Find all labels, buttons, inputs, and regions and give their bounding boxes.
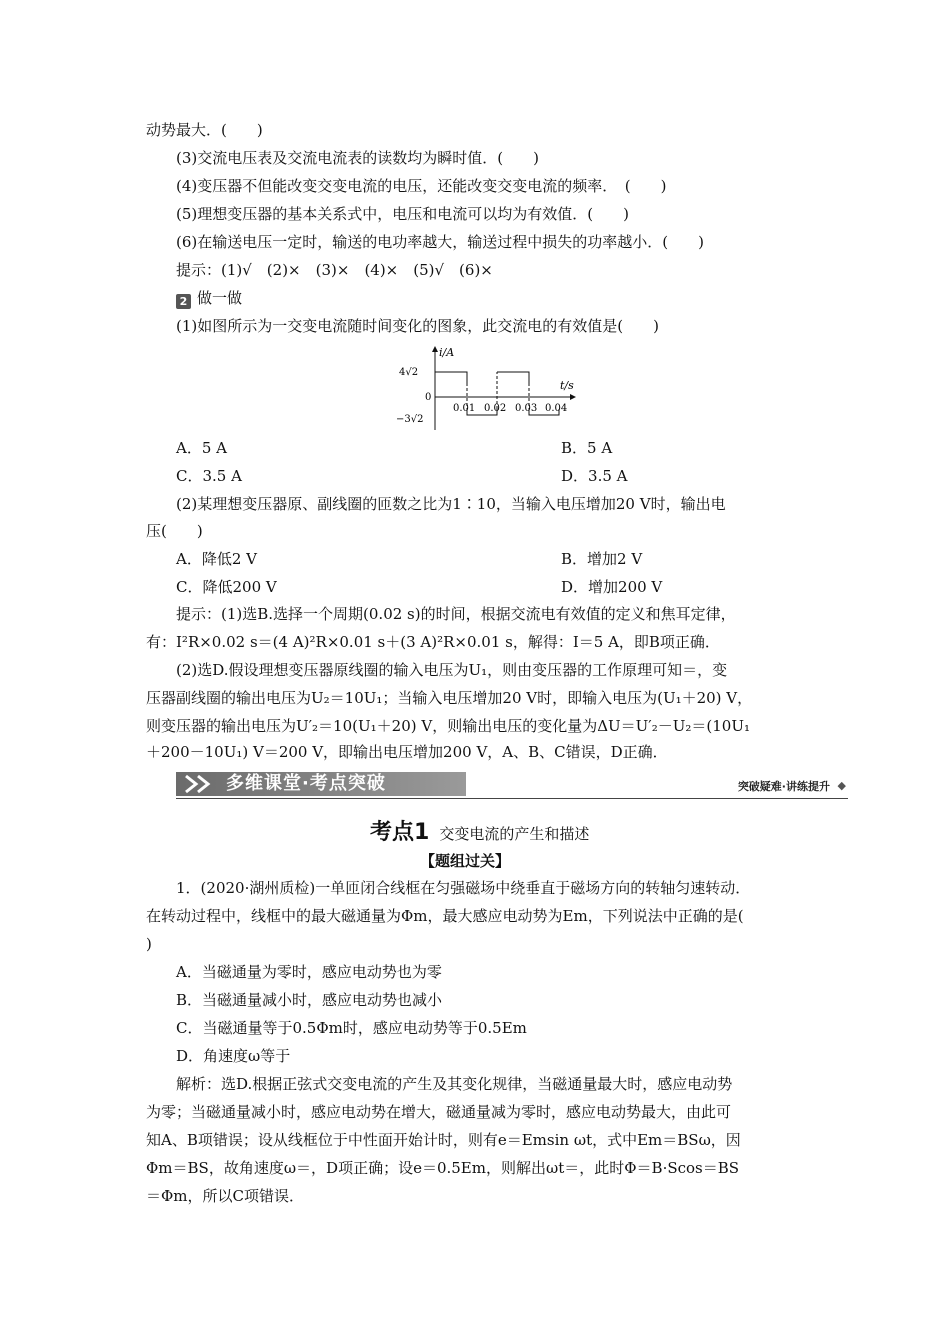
wave-segment-1: [435, 372, 467, 383]
topic-label: 考点1: [370, 820, 430, 845]
number-badge: 2: [176, 294, 191, 309]
current-time-graph: [395, 345, 585, 439]
solution-line: ＝Φm，所以C项错误．: [146, 1187, 304, 1205]
section-banner: [176, 772, 848, 804]
graph-svg: [395, 345, 585, 435]
x-tick-3: 0.03: [515, 403, 538, 414]
hint-line: 压器副线圈的输出电压为U₂＝10U₁；当输入电压增加20 V时，即输入电压为(U₁＋20) V，: [146, 689, 753, 707]
option-c: C．降低200 V: [176, 578, 277, 596]
y-tick-bottom: −3√2: [396, 414, 424, 425]
section-do-it: [176, 288, 242, 309]
banner-tagline: 突破疑难·讲练提升: [737, 780, 830, 793]
question-3: (3)交流电压表及交流电流表的读数均为瞬时值．( ): [176, 149, 539, 167]
option-a: A．降低2 V: [176, 550, 257, 568]
problem-line: 1．(2020·湖州质检)一单匝闭合线框在匀强磁场中绕垂直于磁场方向的转轴匀速转动．: [176, 879, 751, 897]
section-heading: [370, 815, 589, 846]
option-b: B．增加2 V: [561, 550, 643, 568]
problem-line: ): [146, 935, 152, 953]
question-5: (5)理想变压器的基本关系式中，电压和电流可以均为有效值．( ): [176, 205, 629, 223]
diamond-icon: ◆: [837, 779, 846, 792]
exercise-2: (2)某理想变压器原、副线圈的匝数之比为1∶10，当输入电压增加20 V时，输出电: [176, 495, 726, 513]
topic-title: 交变电流的产生和描述: [439, 825, 590, 843]
hint-line: ＋200－10U₁) V＝200 V，即输出电压增加200 V，A、B、C错误，D正确．: [146, 743, 668, 761]
question-6: (6)在输送电压一定时，输送的电功率越大，输送过程中损失的功率越小．( ): [176, 233, 704, 251]
option-d: D．3.5 A: [561, 467, 628, 485]
hint-line: (2)选D.假设理想变压器原线圈的输入电压为U₁，则由变压器的工作原理可知＝，变: [176, 661, 728, 679]
solution-line: 解析：选D.根据正弦式交变电流的产生及其变化规律，当磁通量最大时，感应电动势: [176, 1075, 733, 1093]
x-tick-2: 0.02: [484, 403, 507, 414]
option-b: B．当磁通量减小时，感应电动势也减小: [176, 991, 443, 1009]
banner-title: 多维课堂·考点突破: [226, 773, 386, 794]
solution-line: Φm＝BS，故角速度ω＝，D项正确；设e＝0.5Em，则解出ωt＝，此时Φ＝B·Scos＝BS: [146, 1159, 740, 1177]
exercise-1: (1)如图所示为一交变电流随时间变化的图象，此交流电的有效值是( ): [176, 317, 659, 335]
hint-line: 有：I²R×0.02 s＝(4 A)²R×0.01 s＋(3 A)²R×0.01 s，解得：I＝5 A，即B项正确．: [146, 633, 720, 651]
y-tick-top: 4√2: [399, 367, 419, 378]
solution-line: 为零；当磁通量减小时，感应电动势在增大，磁通量减为零时，感应电动势最大，由此可: [146, 1103, 732, 1121]
wave-segment-3: [497, 372, 529, 383]
subheading: 【题组过关】: [420, 852, 511, 870]
question-4: (4)变压器不但能改变交变电流的电压，还能改变交变电流的频率． ( ): [176, 177, 667, 195]
text-line: 动势最大．( ): [146, 121, 263, 139]
option-c: C．当磁通量等于0.5Φm时，感应电动势等于0.5Em: [176, 1019, 527, 1037]
hint-answers: 提示：(1)√ (2)× (3)× (4)× (5)√ (6)×: [176, 261, 493, 279]
option-d: D．角速度ω等于: [176, 1047, 291, 1065]
option-d: D．增加200 V: [561, 578, 663, 596]
x-axis-arrow: [570, 394, 576, 400]
divider: [176, 798, 848, 799]
y-axis-label: i/A: [439, 346, 455, 359]
problem-line: 在转动过程中，线框中的最大磁通量为Φm，最大感应电动势为Em，下列说法中正确的是(: [146, 907, 744, 925]
hint-line: 则变压器的输出电压为U′₂＝10(U₁＋20) V，则输出电压的变化量为ΔU＝U′₂－U₂＝(10U₁: [146, 717, 750, 735]
x-tick-4: 0.04: [545, 403, 568, 414]
chevron-icon: [182, 774, 222, 794]
option-a: A．当磁通量为零时，感应电动势也为零: [176, 963, 442, 981]
option-a: A．5 A: [176, 439, 227, 457]
exercise-2-cont: 压( ): [146, 522, 203, 540]
x-tick-1: 0.01: [453, 403, 476, 414]
option-c: C．3.5 A: [176, 467, 242, 485]
y-axis-arrow: [432, 346, 438, 352]
y-tick-zero: 0: [425, 392, 432, 403]
solution-line: 知A、B项错误；设从线框位于中性面开始计时，则有e＝Emsin ωt，式中Em＝BSω，因: [146, 1131, 741, 1149]
x-axis-label: t/s: [560, 379, 574, 392]
hint-line: 提示：(1)选B.选择一个周期(0.02 s)的时间，根据交流电有效值的定义和焦耳定律，: [176, 605, 736, 623]
section-title: 做一做: [197, 289, 243, 307]
option-b: B．5 A: [561, 439, 613, 457]
